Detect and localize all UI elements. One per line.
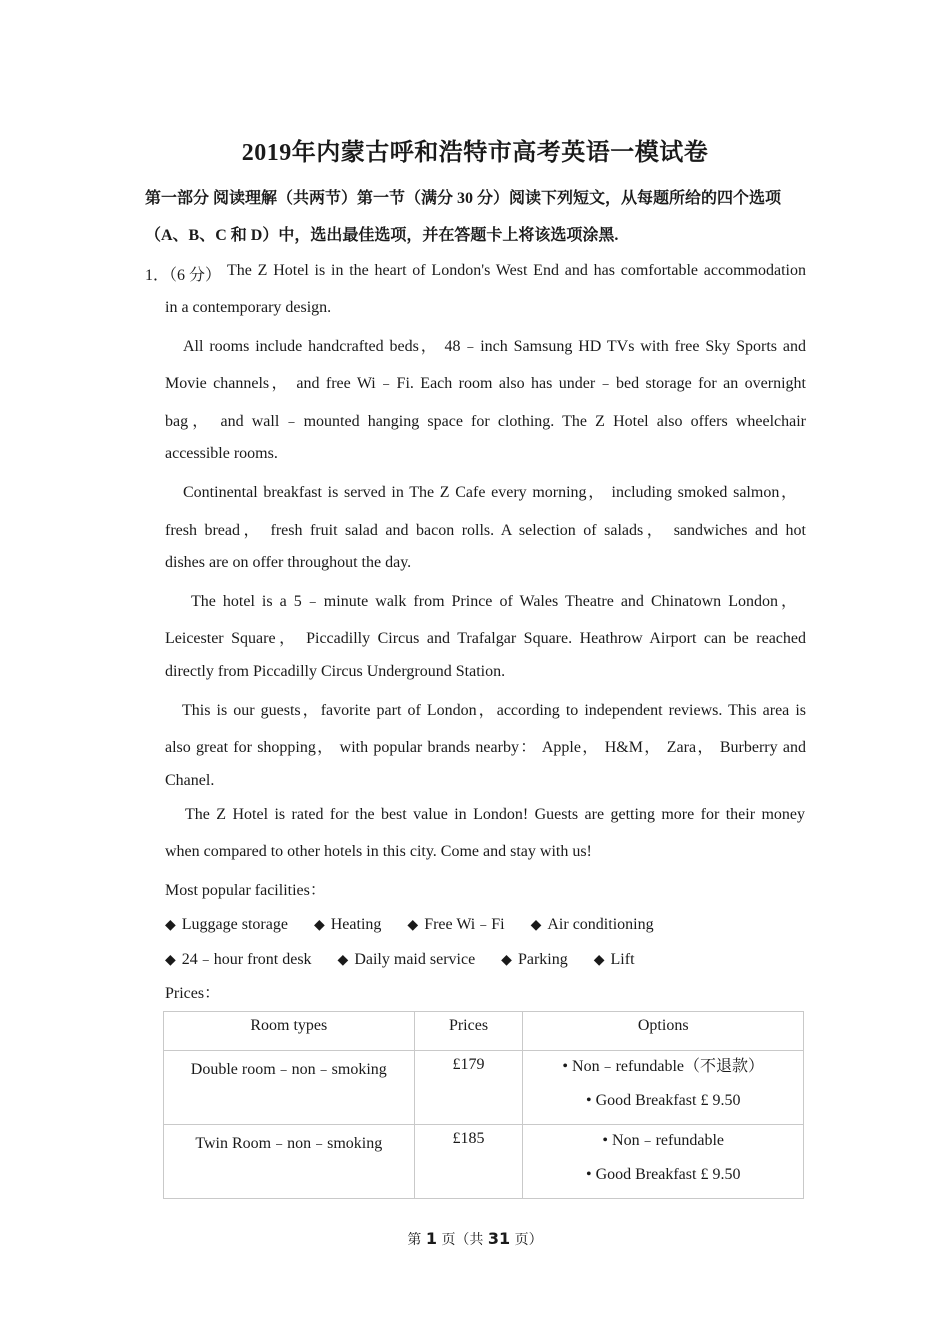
page-title: 2019年内蒙古呼和浩特市高考英语一模试卷 — [241, 140, 709, 166]
diamond-bullet-icon: ◆ — [407, 918, 419, 933]
p4-line-2: Leicester Square， Piccadilly Circus and Trafalgar Square. Heathrow Airport can be reached — [165, 630, 807, 647]
p5-line-2: also great for shopping， with popular brands nearby： Apple， H&M， Zara， Burberry and — [165, 739, 806, 756]
table-header-row — [164, 1012, 804, 1051]
options-cell — [523, 1051, 804, 1125]
current-page-number: 1 — [425, 1229, 437, 1248]
facility-item: ◆ Heating — [313, 916, 382, 933]
prices-label: Prices： — [165, 985, 221, 1002]
instruction-line-2: （A、B、C 和 D）中，选出最佳选项，并在答题卡上将该选项涂黑. — [145, 227, 619, 244]
header-options: Options — [523, 1012, 804, 1051]
page-footer: 第 1 页（共 31 页） — [407, 1229, 543, 1248]
question-number: 1．（6 分） — [145, 267, 222, 284]
diamond-bullet-icon: ◆ — [530, 918, 542, 933]
p1-line-1: The Z Hotel is in the heart of London's West End and has comfortable accommodation — [227, 262, 806, 279]
instruction-line-1: 第一部分 阅读理解（共两节）第一节（满分 30 分）阅读下列短文，从每题所给的四个选项 — [145, 190, 782, 207]
p4-line-1: The hotel is a 5﹣minute walk from Prince of Wales Theatre and Chinatown London， — [191, 593, 797, 610]
facilities-label: Most popular facilities： — [165, 882, 326, 899]
option-item: • Non﹣refundable — [602, 1132, 724, 1149]
p6-line-2: when compared to other hotels in this city. Come and stay with us! — [165, 843, 592, 860]
price-cell: £185 — [414, 1125, 523, 1199]
diamond-bullet-icon: ◆ — [165, 918, 176, 933]
p6-line-1: The Z Hotel is rated for the best value in London! Guests are getting more for their money — [185, 806, 805, 823]
table-row — [164, 1125, 804, 1199]
facility-item: ◆ Luggage storage — [165, 916, 288, 933]
facility-item: ◆ Daily maid service — [337, 951, 476, 968]
facilities-row-2 — [165, 946, 657, 969]
room-type-cell: Double room﹣non﹣smoking — [164, 1051, 415, 1125]
table-row — [164, 1051, 804, 1125]
facility-item: ◆ Lift — [593, 951, 635, 968]
prices-table — [163, 1011, 804, 1199]
p1-line-2: in a contemporary design. — [165, 299, 332, 316]
p2-line-2: Movie channels， and free Wi﹣Fi. Each room also has under﹣bed storage for an overnight — [165, 375, 806, 392]
p2-line-3: bag， and wall﹣mounted hanging space for clothing. The Z Hotel also offers wheelchair — [165, 413, 807, 430]
diamond-bullet-icon: ◆ — [501, 953, 512, 968]
diamond-bullet-icon: ◆ — [337, 953, 349, 968]
header-room-types: Room types — [164, 1012, 415, 1051]
p4-line-3: directly from Piccadilly Circus Underground Station. — [165, 663, 506, 680]
options-cell — [523, 1125, 804, 1199]
p2-line-1: All rooms include handcrafted beds， 48﹣inch Samsung HD TVs with free Sky Sports and — [183, 338, 807, 355]
facility-item: ◆ 24﹣hour front desk — [165, 951, 312, 968]
option-item: • Non﹣refundable（不退款） — [562, 1058, 764, 1075]
total-page-count: 31 — [487, 1229, 511, 1248]
p5-line-3: Chanel. — [165, 772, 215, 789]
facility-item: ◆ Free Wi﹣Fi — [407, 916, 505, 933]
p3-line-3: dishes are on offer throughout the day. — [165, 554, 412, 571]
diamond-bullet-icon: ◆ — [593, 953, 605, 968]
room-type-cell: Twin Room﹣non﹣smoking — [164, 1125, 415, 1199]
header-prices: Prices — [414, 1012, 523, 1051]
diamond-bullet-icon: ◆ — [313, 918, 325, 933]
section-instruction — [145, 180, 807, 254]
facilities-row-1 — [165, 911, 676, 934]
p2-line-4: accessible rooms. — [165, 445, 278, 462]
option-item: • Good Breakfast £ 9.50 — [585, 1166, 741, 1183]
diamond-bullet-icon: ◆ — [165, 953, 176, 968]
p3-line-1: Continental breakfast is served in The Z Cafe every morning， including smoked salmon， — [183, 484, 797, 501]
p3-line-2: fresh bread， fresh fruit salad and bacon rolls. A selection of salads， sandwiches and hot — [165, 522, 807, 539]
facility-item: ◆ Parking — [501, 951, 568, 968]
option-item: • Good Breakfast £ 9.50 — [585, 1092, 741, 1109]
facility-item: ◆ Air conditioning — [530, 916, 654, 933]
price-cell: £179 — [414, 1051, 523, 1125]
p5-line-1: This is our guests，favorite part of London，according to independent reviews. This area is — [182, 702, 807, 719]
